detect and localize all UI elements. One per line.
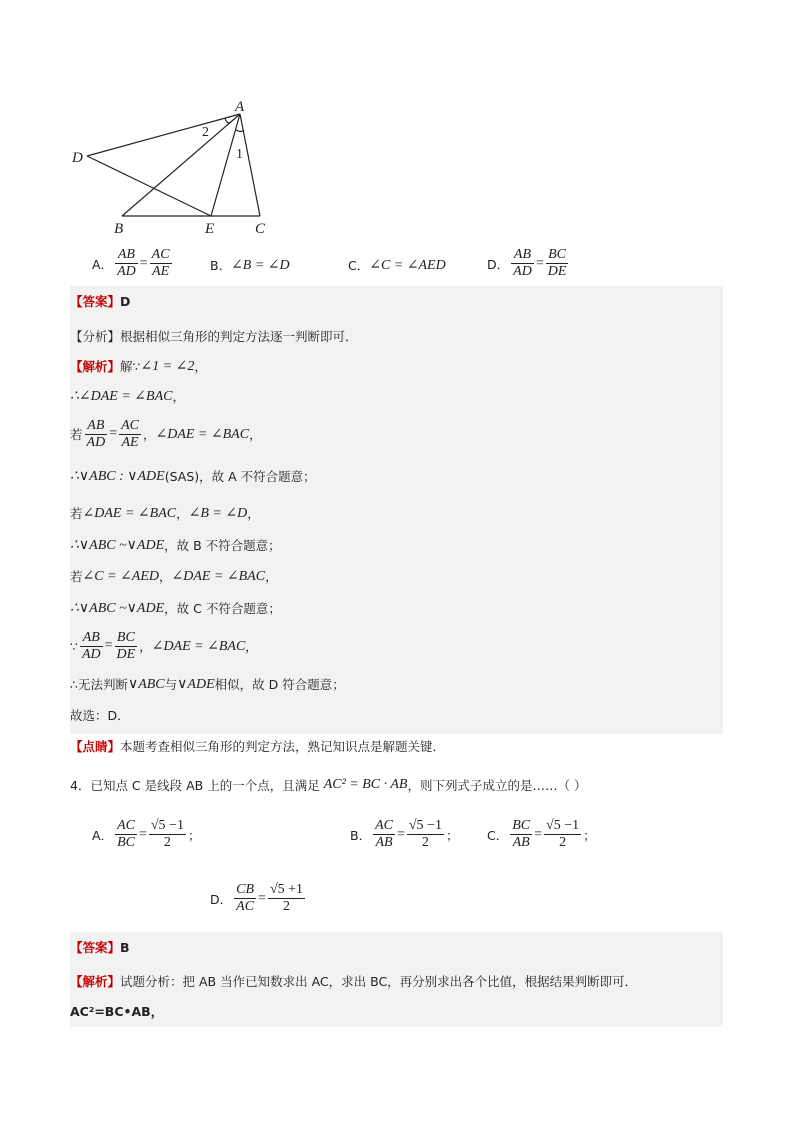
label-a: A xyxy=(235,99,245,115)
label-angle-2: 2 xyxy=(202,125,209,140)
segment-ad xyxy=(87,114,240,156)
q4-stem: 4．已知点 C 是线段 AB 上的一个点，且满足 AC² = BC · AB ，则下列式子成立的是……（ ） xyxy=(70,777,587,793)
angle-2-arc xyxy=(225,118,231,123)
angle-1-arc xyxy=(236,130,244,132)
q3-option-d: D． $\frac{AB}{AD}$ = $\frac{BC}{DE}$ xyxy=(487,247,567,279)
q3-explain-2: ∴∠DAE = ∠BAC ， xyxy=(70,388,185,404)
label-e: E xyxy=(205,221,215,237)
q4-option-d: D． $\frac{CB}{AC}$ = $\frac{√5 +1}{2}$ xyxy=(210,882,304,914)
q3-explain-9: ∵ $\frac{AB}{AD}$ = $\frac{BC}{DE}$ ， ∠DAE = ∠BAC ， xyxy=(70,629,258,662)
q3-explain-10: ∴无法判断 ∨ABC 与 ∨ADE 相似，故 D 符合题意； xyxy=(70,676,345,692)
label-b: B xyxy=(114,221,124,237)
q3-option-a: A． $\frac{AB}{AD}$ = $\frac{AC}{AE}$ xyxy=(92,247,170,279)
segment-de xyxy=(87,156,211,216)
q3-explain-8: ∴∨ABC ~∨ADE ，故 C 不符合题意； xyxy=(70,600,281,616)
q4-last-line: AC²=BC•AB， xyxy=(70,1004,164,1019)
q3-explain-11: 故选：D． xyxy=(70,708,130,723)
q4-explain: 【解析】 试题分析：把 AB 当作已知数求出 AC，求出 BC，再分别求出各个比值，根据结果判断即可． xyxy=(70,974,638,989)
q3-analysis: 【分析】 根据相似三角形的判定方法逐一判断即可． xyxy=(70,329,358,344)
label-d: D xyxy=(72,150,83,166)
q4-option-b: B． $\frac{AC}{AB}$ = $\frac{√5 -1}{2}$ ； xyxy=(350,818,459,850)
q4-option-a: A． $\frac{AC}{BC}$ = $\frac{√5 -1}{2}$ ； xyxy=(92,818,201,850)
q3-explain-1: 【解析】 解∵ ∠1 = ∠2 ， xyxy=(70,358,207,374)
segment-ab xyxy=(122,114,240,216)
q3-explain-6: ∴∨ABC ~∨ADE ，故 B 不符合题意； xyxy=(70,537,281,553)
q3-option-b: B． ∠B = ∠D xyxy=(210,257,290,273)
q3-explain-7: 若 ∠C = ∠AED ， ∠DAE = ∠BAC ， xyxy=(70,568,278,584)
q4-answer: 【答案】 B xyxy=(70,939,130,955)
q3-answer: 【答案】 D xyxy=(70,293,131,309)
q3-explain-3: 若 $\frac{AB}{AD}$ = $\frac{AC}{AE}$ ， ∠DAE = ∠BAC ， xyxy=(70,417,262,450)
segment-ae xyxy=(211,114,240,216)
label-c: C xyxy=(255,221,266,237)
label-angle-1: 1 xyxy=(236,147,243,162)
q3-explain-5: 若 ∠DAE = ∠BAC ， ∠B = ∠D ， xyxy=(70,505,260,521)
q3-explain-4: ∴∨ABC : ∨ADE (SAS) ，故 A 不符合题意； xyxy=(70,468,316,484)
segment-ac xyxy=(240,114,260,216)
q3-comment: 【点睛】 本题考查相似三角形的判定方法，熟记知识点是解题关键． xyxy=(70,739,446,754)
triangle-figure xyxy=(60,92,360,242)
q3-option-c: C． ∠C = ∠AED xyxy=(348,257,446,273)
q4-option-c: C． $\frac{BC}{AB}$ = $\frac{√5 -1}{2}$ ； xyxy=(487,818,596,850)
